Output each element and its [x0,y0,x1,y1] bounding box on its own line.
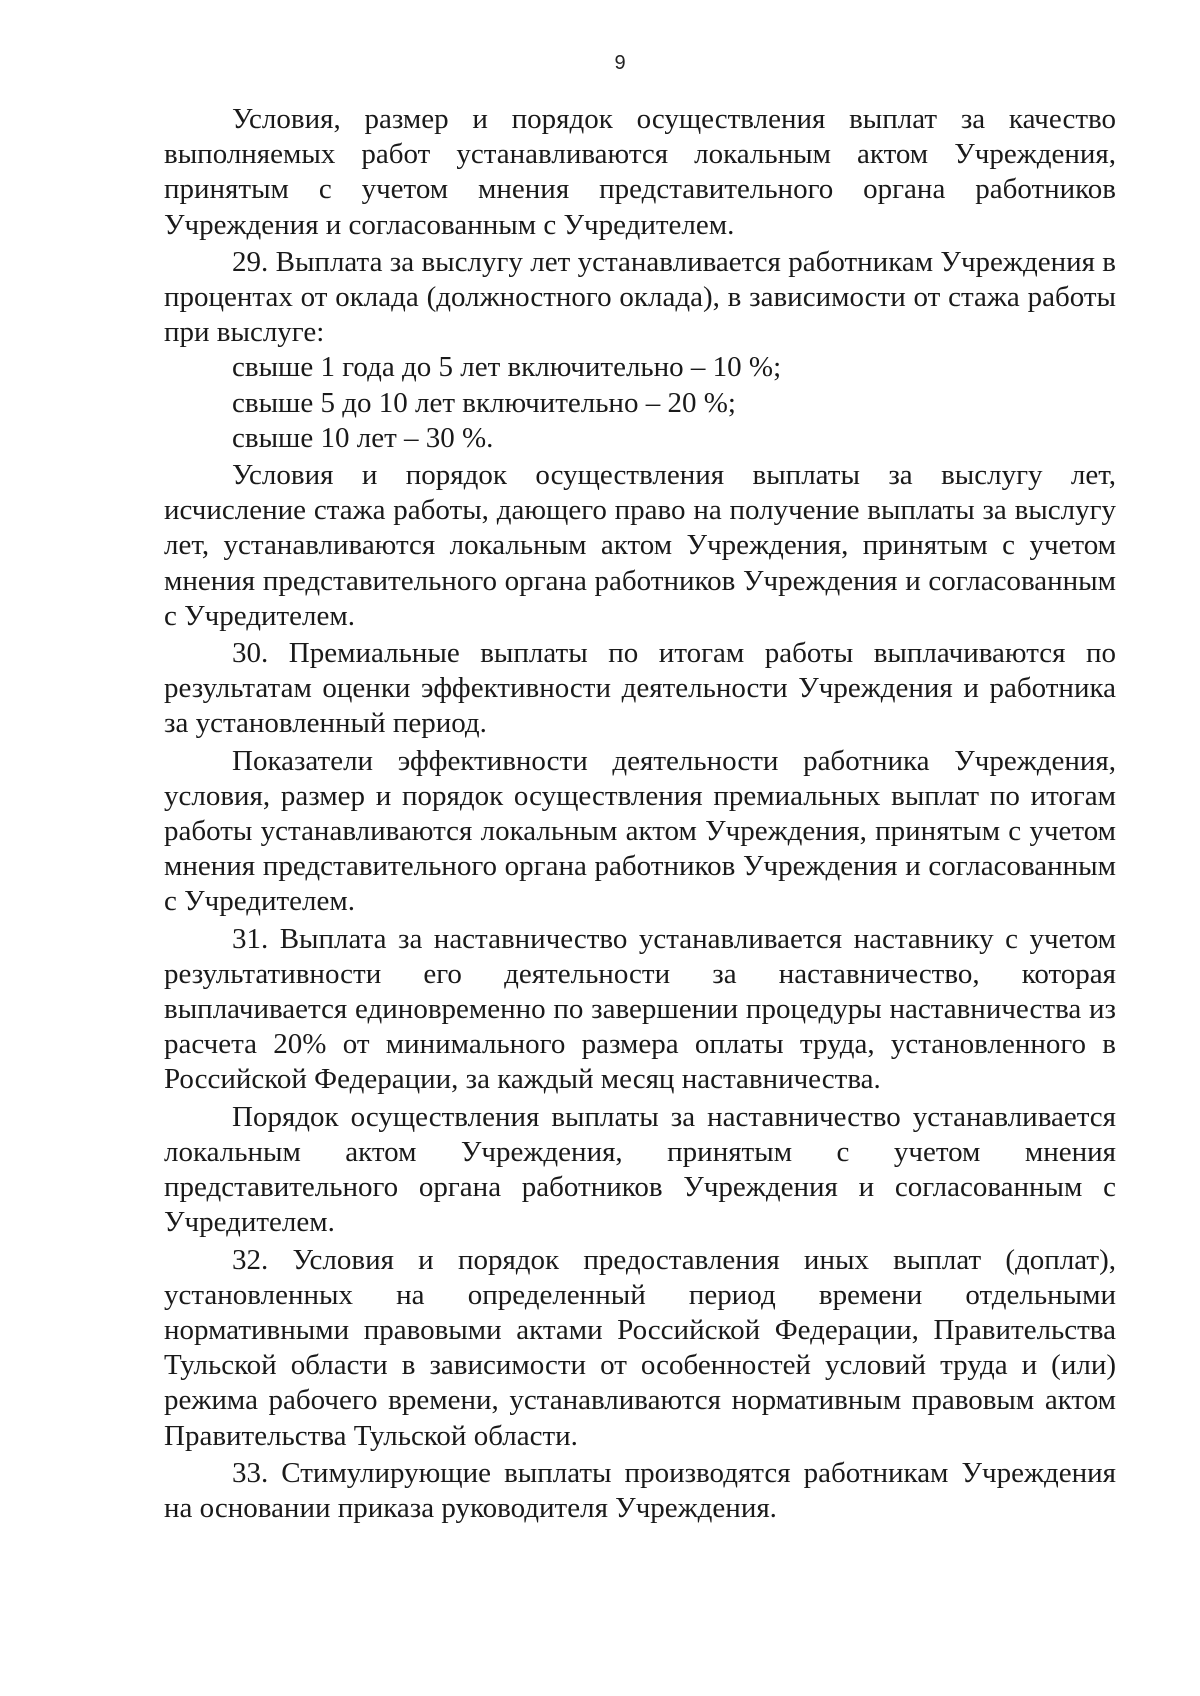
paragraph-quality-payments: Условия, размер и порядок осуществления выплат за качество выполняемых работ устанавливаются локальным актом Учреждения, принятым с учетом мнения представительного органа работников Учреждения и согласованным с Учредителем. [164,103,1116,241]
document-body [164,102,1116,1526]
list-item: свыше 1 года до 5 лет включительно – 10 %; [232,351,782,384]
paragraph-29: 29. Выплата за выслугу лет устанавливается работникам Учреждения в процентах от оклада (должностного оклада), в зависимости от стажа работы при выслуге: [164,245,1116,349]
list-item: свыше 10 лет – 30 %. [232,421,494,454]
paragraph-31: 31. Выплата за наставничество устанавливается наставнику с учетом результативности его деятельности за наставничество, которая выплачивается единовременно по завершении процедуры наставничества из расчета 20% от минимального размера оплаты труда, установленного в Российской Федерации, за каждый месяц наставничества. [164,922,1116,1096]
page-number: 9 [614,52,626,74]
paragraph-29-conditions: Условия и порядок осуществления выплаты за выслугу лет, исчисление стажа работы, дающего право на получение выплаты за выслугу лет, устанавливаются локальным актом Учреждения, принятым с учетом мнения представительного органа работников Учреждения и согласованным с Учредителем. [164,459,1116,632]
paragraph-32: 32. Условия и порядок предоставления иных выплат (доплат), установленных на определенный период времени отдельными нормативными правовыми актами Российской Федерации, Правительства Тульской области в зависимости от особенностей условий труда и (или) режима рабочего времени, устанавливаются нормативным правовым актом Правительства Тульской области. [164,1243,1116,1452]
paragraph-33: 33. Стимулирующие выплаты производятся работникам Учреждения на основании приказа руководителя Учреждения. [164,1456,1116,1524]
paragraph-30: 30. Премиальные выплаты по итогам работы выплачиваются по результатам оценки эффективности деятельности Учреждения и работника за установленный период. [164,637,1116,740]
paragraph-30-indicators: Показатели эффективности деятельности работника Учреждения, условия, размер и порядок осуществления премиальных выплат по итогам работы устанавливаются локальным актом Учреждения, принятым с учетом мнения представительного органа работников Учреждения и согласованным с Учредителем. [164,744,1116,918]
list-item: свыше 5 до 10 лет включительно – 20 %; [232,386,736,419]
paragraph-31-procedure: Порядок осуществления выплаты за наставничество устанавливается локальным актом Учреждения, принятым с учетом мнения представительного органа работников Учреждения и согласованным с Учредителем. [164,1100,1116,1239]
